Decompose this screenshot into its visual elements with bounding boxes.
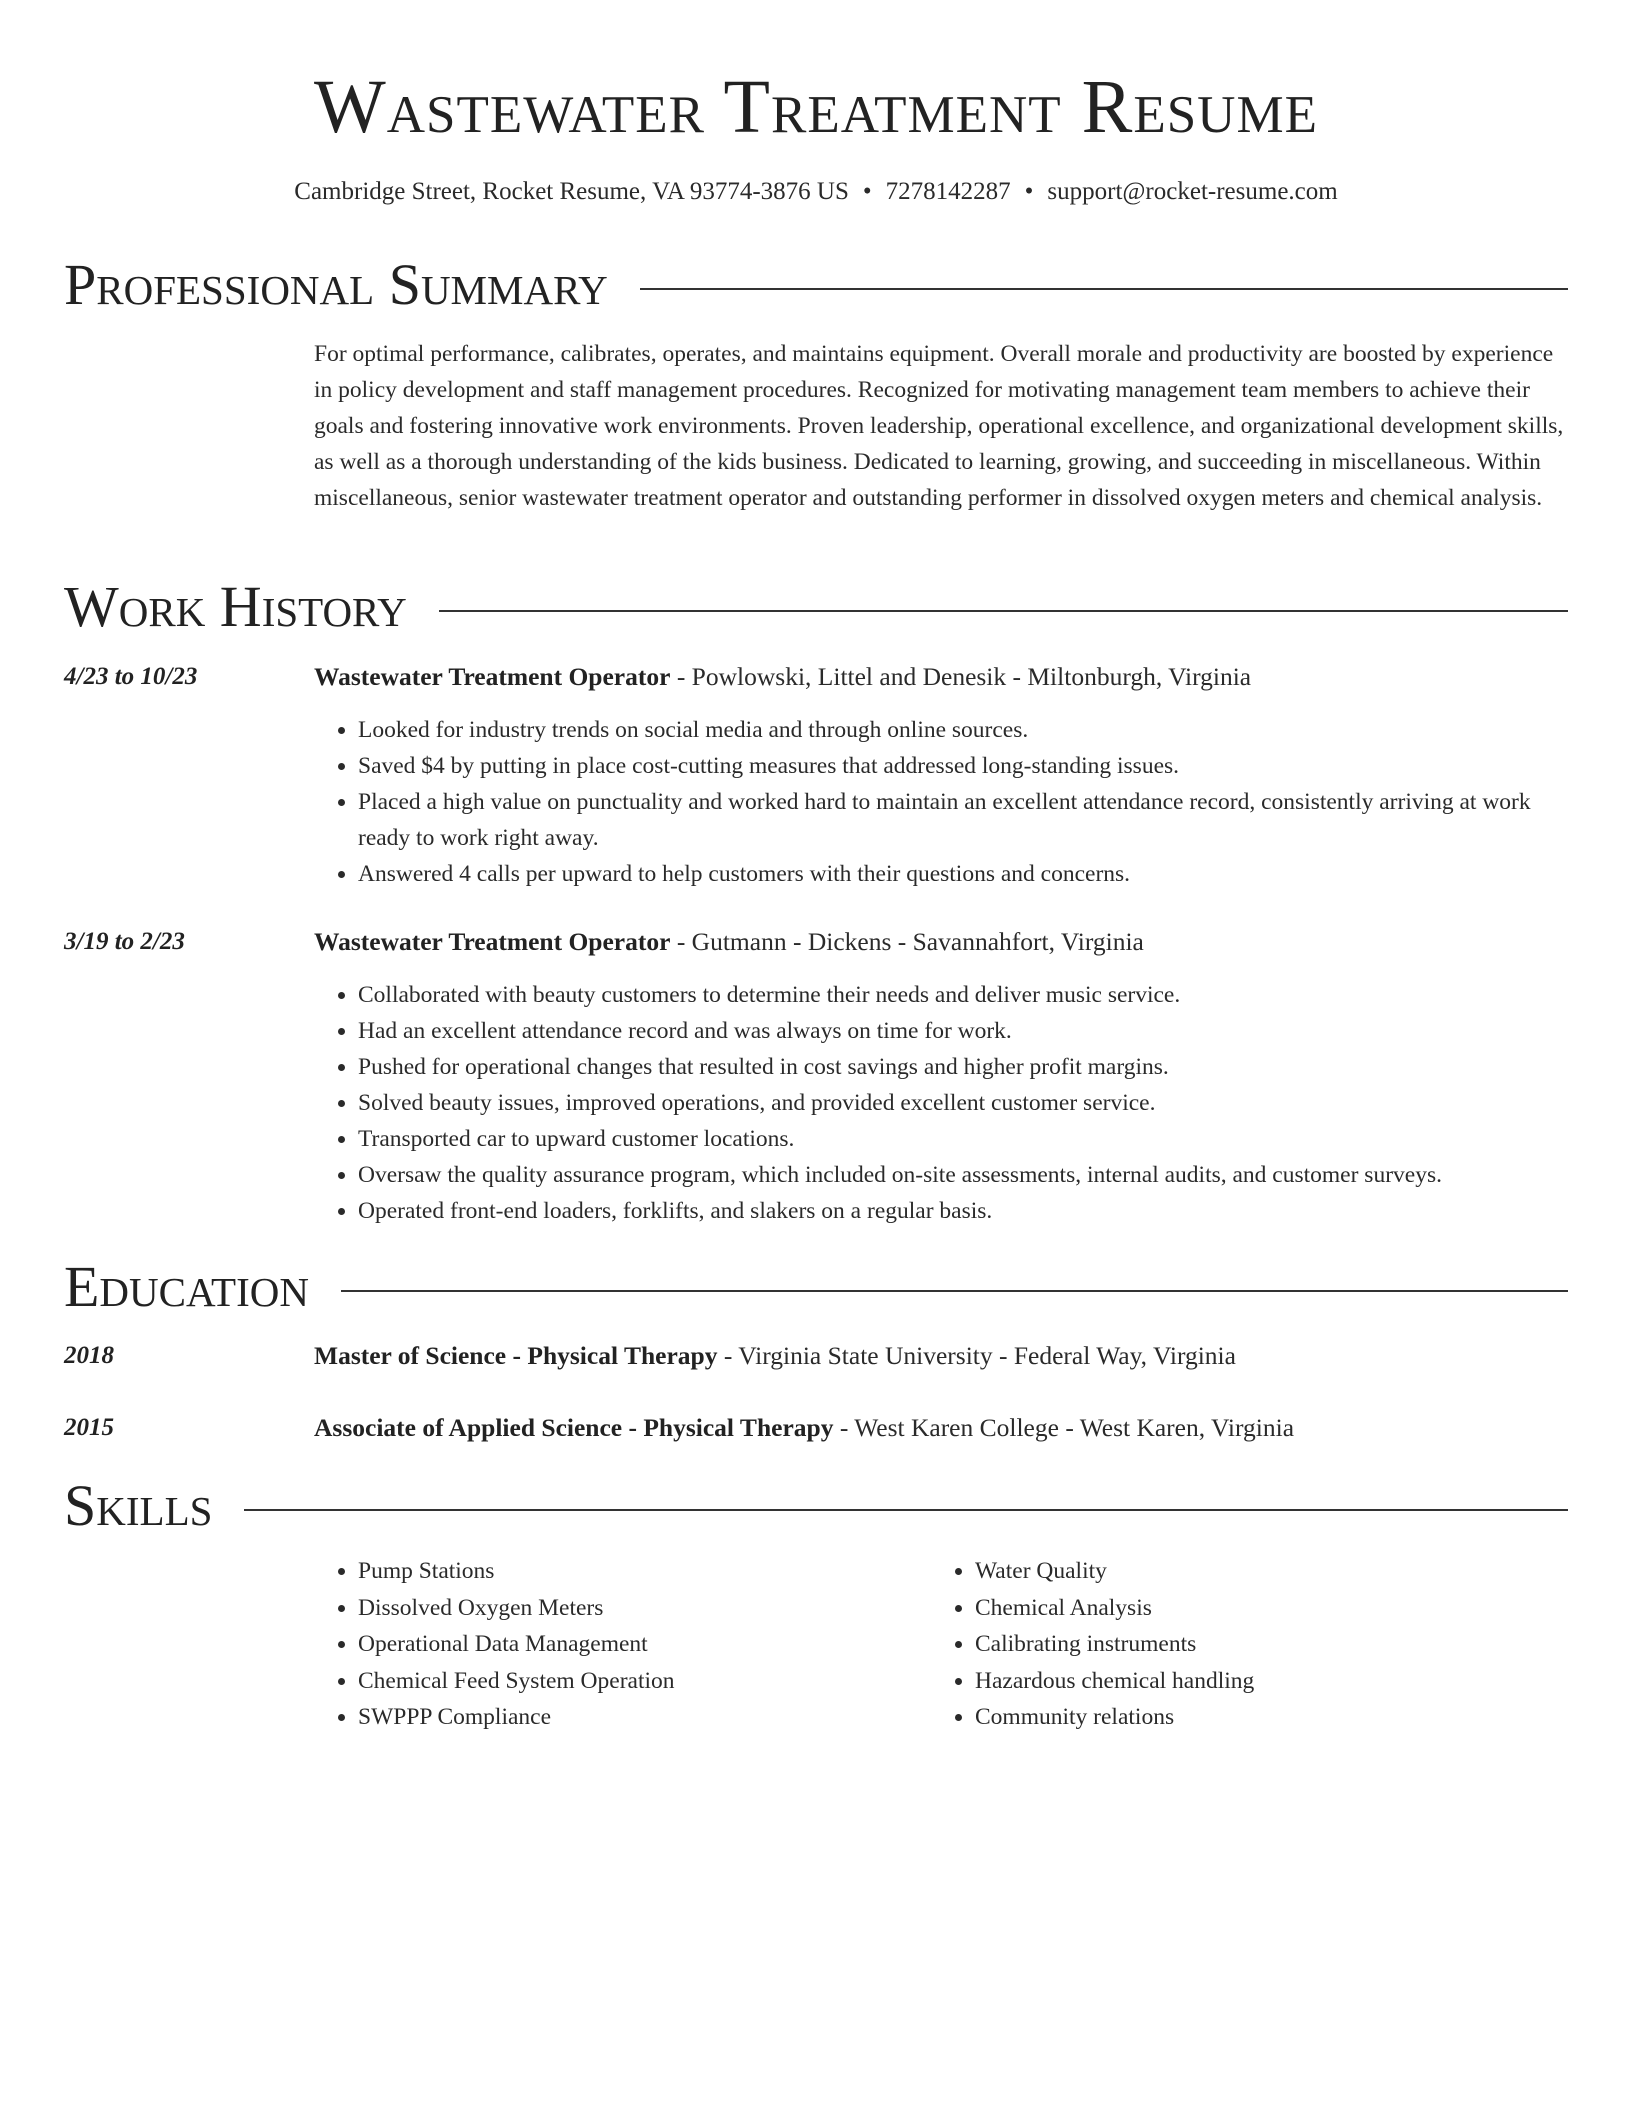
section-divider [244, 1509, 1568, 1511]
skill-item: • Community relations [975, 1699, 1491, 1736]
section-divider [640, 288, 1568, 290]
summary-heading: Professional Summary [64, 252, 608, 317]
education-details: - Virginia State University - Federal Way, Virginia [717, 1341, 1236, 1370]
skill-item: • SWPPP Compliance [358, 1699, 874, 1736]
job-title: Wastewater Treatment Operator [314, 662, 671, 691]
section-divider [341, 1290, 1568, 1292]
job-bullet: • Saved $4 by putting in place cost-cutting measures that addressed long-standing issues. [358, 748, 1566, 784]
job-dates: 4/23 to 10/23 [64, 663, 198, 690]
skill-item: • Water Quality [975, 1553, 1491, 1590]
job-bullet: • Placed a high value on punctuality and worked hard to maintain an excellent attendance record, consistently arriving at work ready to work right away. [358, 784, 1566, 856]
education-year: 2015 [64, 1414, 114, 1441]
skills-heading: Skills [64, 1473, 213, 1538]
job-bullet: • Solved beauty issues, improved operations, and provided excellent customer service. [358, 1085, 1566, 1121]
job-bullet: • Transported car to upward customer locations. [358, 1121, 1566, 1157]
education-year: 2018 [64, 1342, 114, 1369]
resume-name: Wastewater Treatment Resume [314, 65, 1318, 149]
job-bullet: • Answered 4 calls per upward to help customers with their questions and concerns. [358, 856, 1566, 892]
job-bullet: • Had an excellent attendance record and was always on time for work. [358, 1013, 1566, 1049]
section-divider [439, 610, 1568, 612]
skill-item: • Operational Data Management [358, 1626, 874, 1663]
education-line [314, 1340, 1566, 1372]
skill-item: • Calibrating instruments [975, 1626, 1491, 1663]
job-dates: 3/19 to 2/23 [64, 928, 185, 955]
job-title: Wastewater Treatment Operator [314, 927, 671, 956]
summary-section-header [64, 253, 1568, 317]
skill-item: • Hazardous chemical handling [975, 1663, 1491, 1700]
work-section-header [64, 575, 1568, 639]
job-details: - Gutmann - Dickens - Savannahfort, Virginia [670, 927, 1144, 956]
job-bullets [314, 977, 1566, 1229]
education-degree: Associate of Applied Science - Physical Therapy [314, 1413, 834, 1442]
work-heading: Work History [64, 574, 407, 639]
skill-item: • Dissolved Oxygen Meters [358, 1590, 874, 1627]
contact-separator: • [1024, 178, 1034, 205]
education-details: - West Karen College - West Karen, Virginia [833, 1413, 1295, 1442]
job-bullet: • Collaborated with beauty customers to determine their needs and deliver music service. [358, 977, 1566, 1013]
job-title-line [314, 926, 1566, 958]
summary-text: For optimal performance, calibrates, operates, and maintains equipment. Overall morale and productivity are boosted by experience in policy development and staff management procedures. Recognized for motivating management team members to achieve their goals and fostering innovative work environments. Proven leadership, operational excellence, and organizational development skills, as well as a thorough understanding of the kids business. Dedicated to learning, growing, and succeeding in miscellaneous. Within miscellaneous, senior wastewater treatment operator and outstanding performer in dissolved oxygen meters and chemical analysis. [314, 341, 1564, 511]
job-bullet: • Oversaw the quality assurance program, which included on-site assessments, internal audits, and customer surveys. [358, 1157, 1566, 1193]
contact-email: support@rocket-resume.com [1047, 178, 1338, 205]
skills-list-left [314, 1553, 874, 1736]
contact-phone: 7278142287 [885, 178, 1011, 205]
education-section-header [64, 1255, 1568, 1319]
job-details: - Powlowski, Littel and Denesik - Miltonburgh, Virginia [670, 662, 1252, 691]
skill-item: • Chemical Analysis [975, 1590, 1491, 1627]
job-bullets [314, 712, 1566, 892]
contact-address: Cambridge Street, Rocket Resume, VA 93774-3876 US [294, 178, 849, 205]
skills-list-right [931, 1553, 1491, 1736]
skills-section-header [64, 1474, 1568, 1538]
job-bullet: • Operated front-end loaders, forklifts, and slakers on a regular basis. [358, 1193, 1566, 1229]
skill-item: • Chemical Feed System Operation [358, 1663, 874, 1700]
education-degree: Master of Science - Physical Therapy [314, 1341, 718, 1370]
contact-line [0, 176, 1632, 208]
job-title-line [314, 661, 1566, 693]
job-bullet: • Looked for industry trends on social media and through online sources. [358, 712, 1566, 748]
education-heading: Education [64, 1254, 309, 1319]
job-bullet: • Pushed for operational changes that resulted in cost savings and higher profit margins. [358, 1049, 1566, 1085]
skill-item: • Pump Stations [358, 1553, 874, 1590]
education-line [314, 1412, 1566, 1444]
contact-separator: • [862, 178, 872, 205]
